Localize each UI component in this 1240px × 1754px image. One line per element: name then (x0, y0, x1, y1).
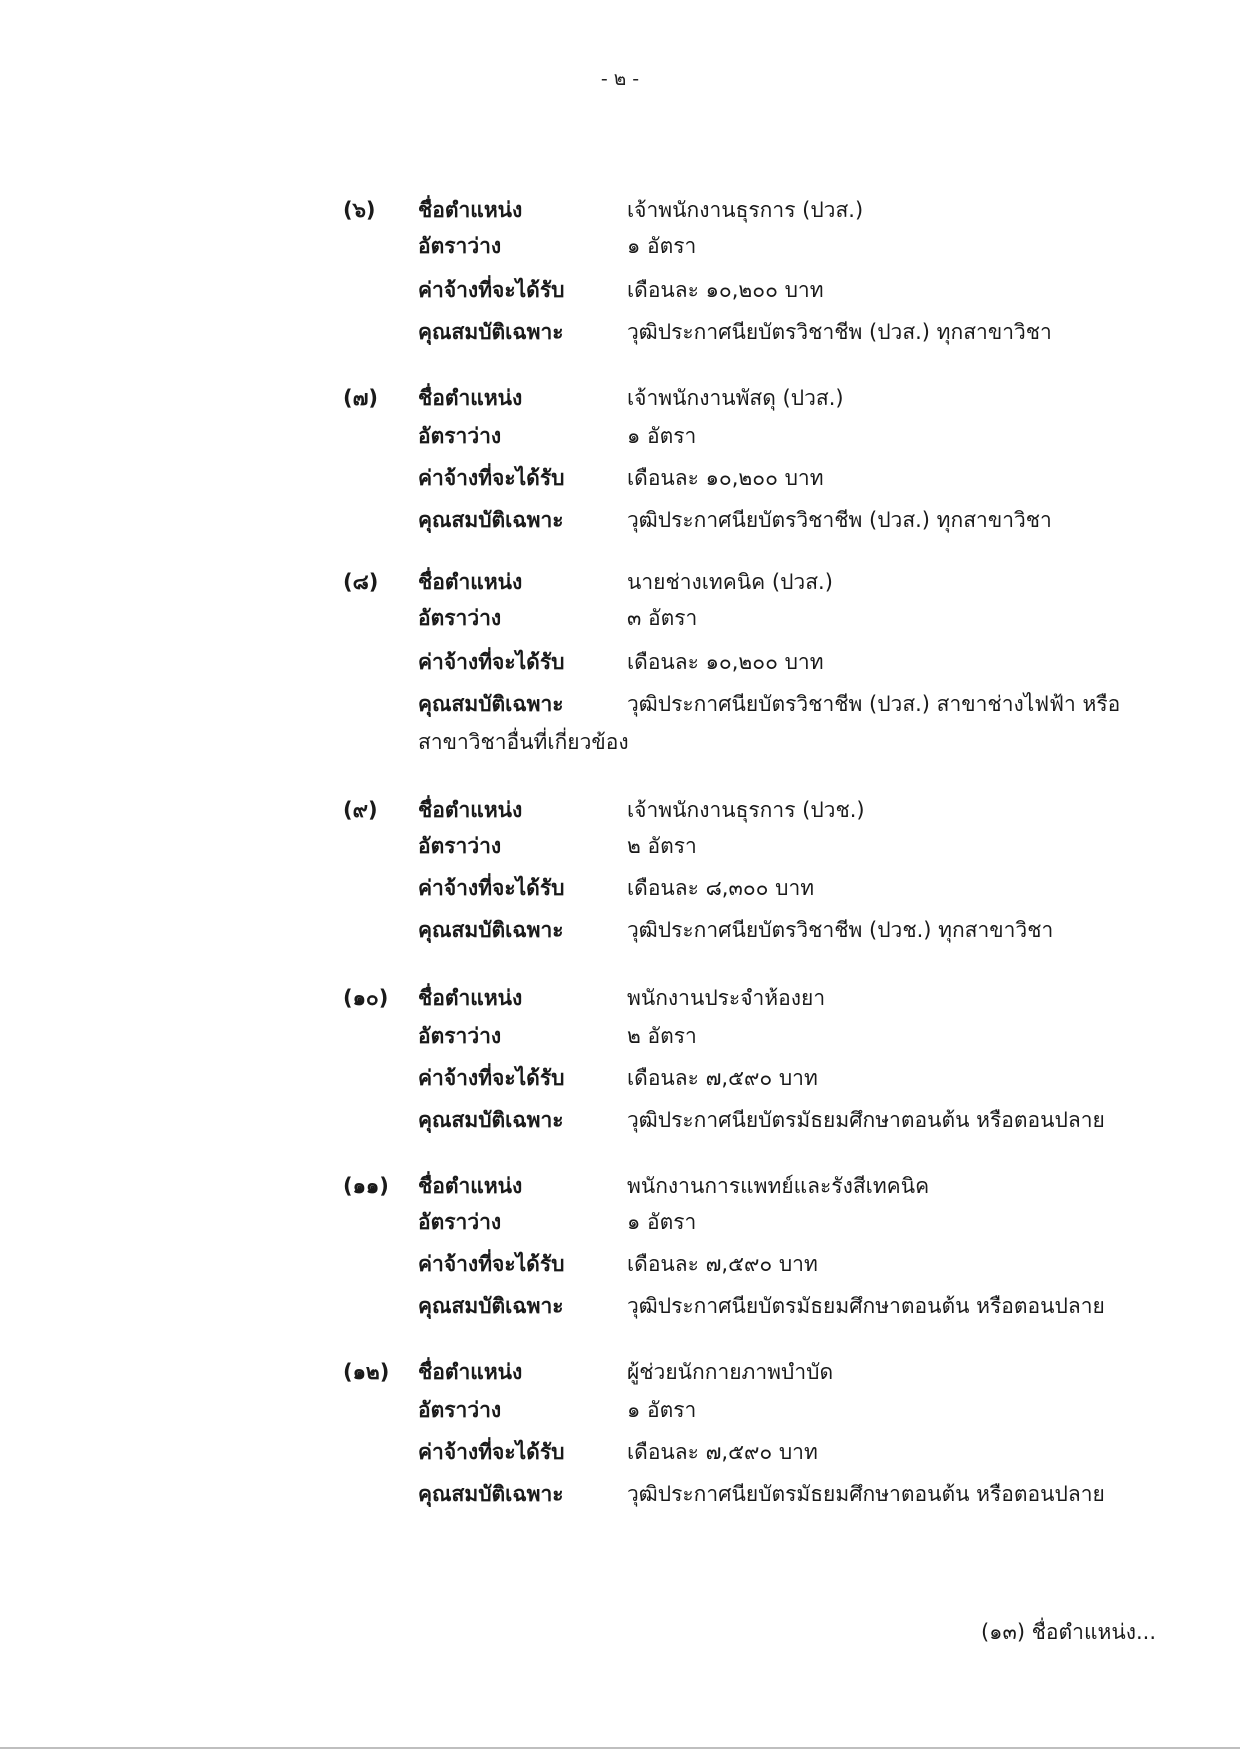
page-bottom-edge (0, 1747, 1240, 1749)
qualification-value: วุฒิประกาศนียบัตรวิชาชีพ (ปวส.) ทุกสาขาวิชา (627, 320, 1052, 344)
entry-number: (๑๐) (343, 986, 389, 1010)
vacancies-value: ๑ อัตรา (627, 424, 697, 448)
position-value: พนักงานประจำห้องยา (627, 986, 826, 1010)
qualification-value: วุฒิประกาศนียบัตรวิชาชีพ (ปวส.) สาขาช่างไฟฟ้า หรือ (627, 692, 1121, 716)
vacancies-label: อัตราว่าง (418, 606, 502, 630)
entry-number: (๙) (343, 798, 378, 822)
position-value: ผู้ช่วยนักกายภาพบำบัด (627, 1360, 834, 1384)
position-label: ชื่อตำแหน่ง (418, 386, 523, 410)
vacancies-label: อัตราว่าง (418, 424, 502, 448)
vacancies-value: ๑ อัตรา (627, 1210, 697, 1234)
salary-value: เดือนละ ๗,๕๙๐ บาท (627, 1252, 818, 1276)
qualification-label: คุณสมบัติเฉพาะ (418, 1294, 564, 1318)
qualification-value: วุฒิประกาศนียบัตรมัธยมศึกษาตอนต้น หรือตอนปลาย (627, 1294, 1105, 1318)
qualification-value: วุฒิประกาศนียบัตรมัธยมศึกษาตอนต้น หรือตอนปลาย (627, 1108, 1105, 1132)
qualification-label: คุณสมบัติเฉพาะ (418, 320, 564, 344)
salary-label: ค่าจ้างที่จะได้รับ (418, 650, 565, 674)
qualification-label: คุณสมบัติเฉพาะ (418, 918, 564, 942)
qualification-label: คุณสมบัติเฉพาะ (418, 1108, 564, 1132)
vacancies-label: อัตราว่าง (418, 1398, 502, 1422)
salary-value: เดือนละ ๑๐,๒๐๐ บาท (627, 466, 824, 490)
salary-label: ค่าจ้างที่จะได้รับ (418, 1066, 565, 1090)
qualification-label: คุณสมบัติเฉพาะ (418, 692, 564, 716)
qualification-value: วุฒิประกาศนียบัตรมัธยมศึกษาตอนต้น หรือตอนปลาย (627, 1482, 1105, 1506)
continued-next-page: (๑๓) ชื่อตำแหน่ง... (980, 1620, 1156, 1644)
salary-label: ค่าจ้างที่จะได้รับ (418, 466, 565, 490)
position-label: ชื่อตำแหน่ง (418, 198, 523, 222)
salary-label: ค่าจ้างที่จะได้รับ (418, 876, 565, 900)
qualification-label: คุณสมบัติเฉพาะ (418, 508, 564, 532)
vacancies-value: ๒ อัตรา (627, 834, 697, 858)
vacancies-label: อัตราว่าง (418, 1024, 502, 1048)
salary-label: ค่าจ้างที่จะได้รับ (418, 1440, 565, 1464)
salary-value: เดือนละ ๗,๕๙๐ บาท (627, 1066, 818, 1090)
salary-value: เดือนละ ๑๐,๒๐๐ บาท (627, 278, 824, 302)
position-value: นายช่างเทคนิค (ปวส.) (627, 570, 833, 594)
position-label: ชื่อตำแหน่ง (418, 1360, 523, 1384)
position-value: เจ้าพนักงานธุรการ (ปวส.) (627, 198, 864, 222)
vacancies-label: อัตราว่าง (418, 834, 502, 858)
entry-number: (๗) (343, 386, 378, 410)
vacancies-value: ๑ อัตรา (627, 234, 697, 258)
salary-value: เดือนละ ๘,๓๐๐ บาท (627, 876, 815, 900)
salary-value: เดือนละ ๗,๕๙๐ บาท (627, 1440, 818, 1464)
position-value: เจ้าพนักงานธุรการ (ปวช.) (627, 798, 865, 822)
vacancies-value: ๓ อัตรา (627, 606, 698, 630)
qualification-label: คุณสมบัติเฉพาะ (418, 1482, 564, 1506)
position-value: เจ้าพนักงานพัสดุ (ปวส.) (627, 386, 844, 410)
salary-value: เดือนละ ๑๐,๒๐๐ บาท (627, 650, 824, 674)
entry-number: (๘) (343, 570, 379, 594)
qualification-continuation: สาขาวิชาอื่นที่เกี่ยวข้อง (418, 730, 629, 754)
position-label: ชื่อตำแหน่ง (418, 798, 523, 822)
position-label: ชื่อตำแหน่ง (418, 570, 523, 594)
vacancies-label: อัตราว่าง (418, 1210, 502, 1234)
qualification-value: วุฒิประกาศนียบัตรวิชาชีพ (ปวช.) ทุกสาขาวิชา (627, 918, 1054, 942)
position-label: ชื่อตำแหน่ง (418, 1174, 523, 1198)
position-label: ชื่อตำแหน่ง (418, 986, 523, 1010)
salary-label: ค่าจ้างที่จะได้รับ (418, 278, 565, 302)
salary-label: ค่าจ้างที่จะได้รับ (418, 1252, 565, 1276)
page-number: - ๒ - (600, 68, 640, 90)
vacancies-value: ๒ อัตรา (627, 1024, 697, 1048)
entry-number: (๖) (343, 198, 376, 222)
qualification-value: วุฒิประกาศนียบัตรวิชาชีพ (ปวส.) ทุกสาขาวิชา (627, 508, 1052, 532)
position-value: พนักงานการแพทย์และรังสีเทคนิค (627, 1174, 930, 1198)
entry-number: (๑๒) (343, 1360, 390, 1384)
entry-number: (๑๑) (343, 1174, 389, 1198)
vacancies-value: ๑ อัตรา (627, 1398, 697, 1422)
vacancies-label: อัตราว่าง (418, 234, 502, 258)
